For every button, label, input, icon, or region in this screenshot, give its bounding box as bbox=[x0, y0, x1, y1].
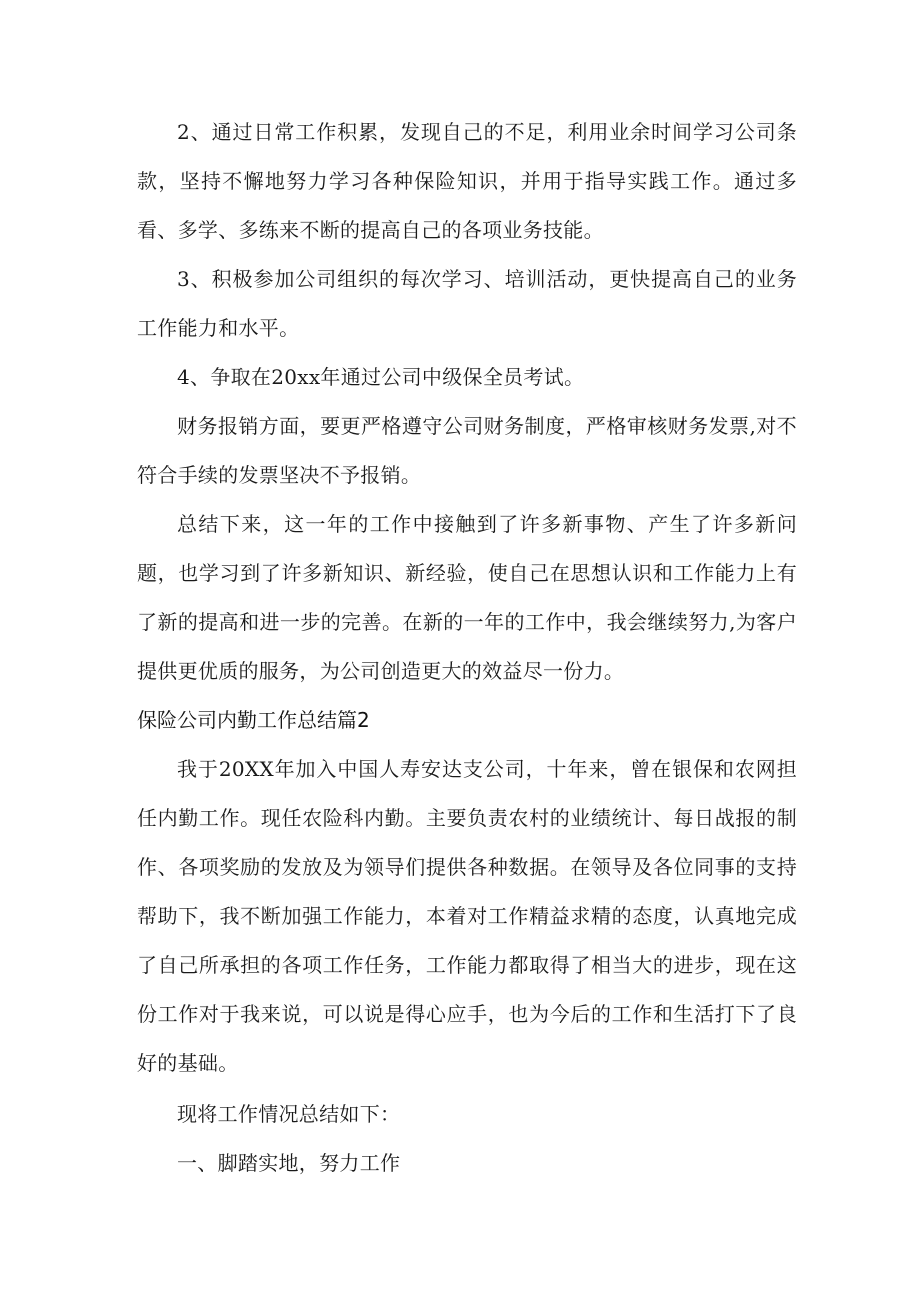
section-heading: 保险公司内勤工作总结篇2 bbox=[137, 708, 370, 732]
paragraph-item-3: 3、积极参加公司组织的每次学习、培训活动，更快提高自己的业务工作能力和水平。 bbox=[137, 267, 797, 340]
paragraph-item-2: 2、通过日常工作积累，发现自己的不足，利用业余时间学习公司条款，坚持不懈地努力学习各种保险知识，并用于指导实践工作。通过多看、多学、多练来不断的提高自己的各项业务技能。 bbox=[137, 120, 797, 242]
paragraph-intro: 我于20XX年加入中国人寿安达支公司，十年来，曾在银保和农网担任内勤工作。现任农险科内勤。主要负责农村的业绩统计、每日战报的制作、各项奖励的发放及为领导们提供各种数据。在领导及各位同事的支持帮助下，我不断加强工作能力，本着对工作精益求精的态度，认真地完成了自己所承担的各项工作任务，工作能力都取得了相当大的进步，现在这份工作对于我来说，可以说是得心应手，也为今后的工作和生活打下了良好的基础。 bbox=[137, 757, 797, 1075]
paragraph-item-4: 4、争取在20xx年通过公司中级保全员考试。 bbox=[177, 365, 585, 389]
paragraph-summary-lead: 现将工作情况总结如下： bbox=[177, 1102, 401, 1126]
paragraph-subheading: 一、脚踏实地，努力工作 bbox=[177, 1151, 401, 1175]
paragraph-finance: 财务报销方面，要更严格遵守公司财务制度，严格审核财务发票,对不符合手续的发票坚决不予报销。 bbox=[137, 414, 797, 487]
paragraph-summary: 总结下来，这一年的工作中接触到了许多新事物、产生了许多新问题，也学习到了许多新知识、新经验，使自己在思想认识和工作能力上有了新的提高和进一步的完善。在新的一年的工作中，我会继续努力,为客户提供更优质的服务，为公司创造更大的效益尽一份力。 bbox=[137, 512, 797, 683]
